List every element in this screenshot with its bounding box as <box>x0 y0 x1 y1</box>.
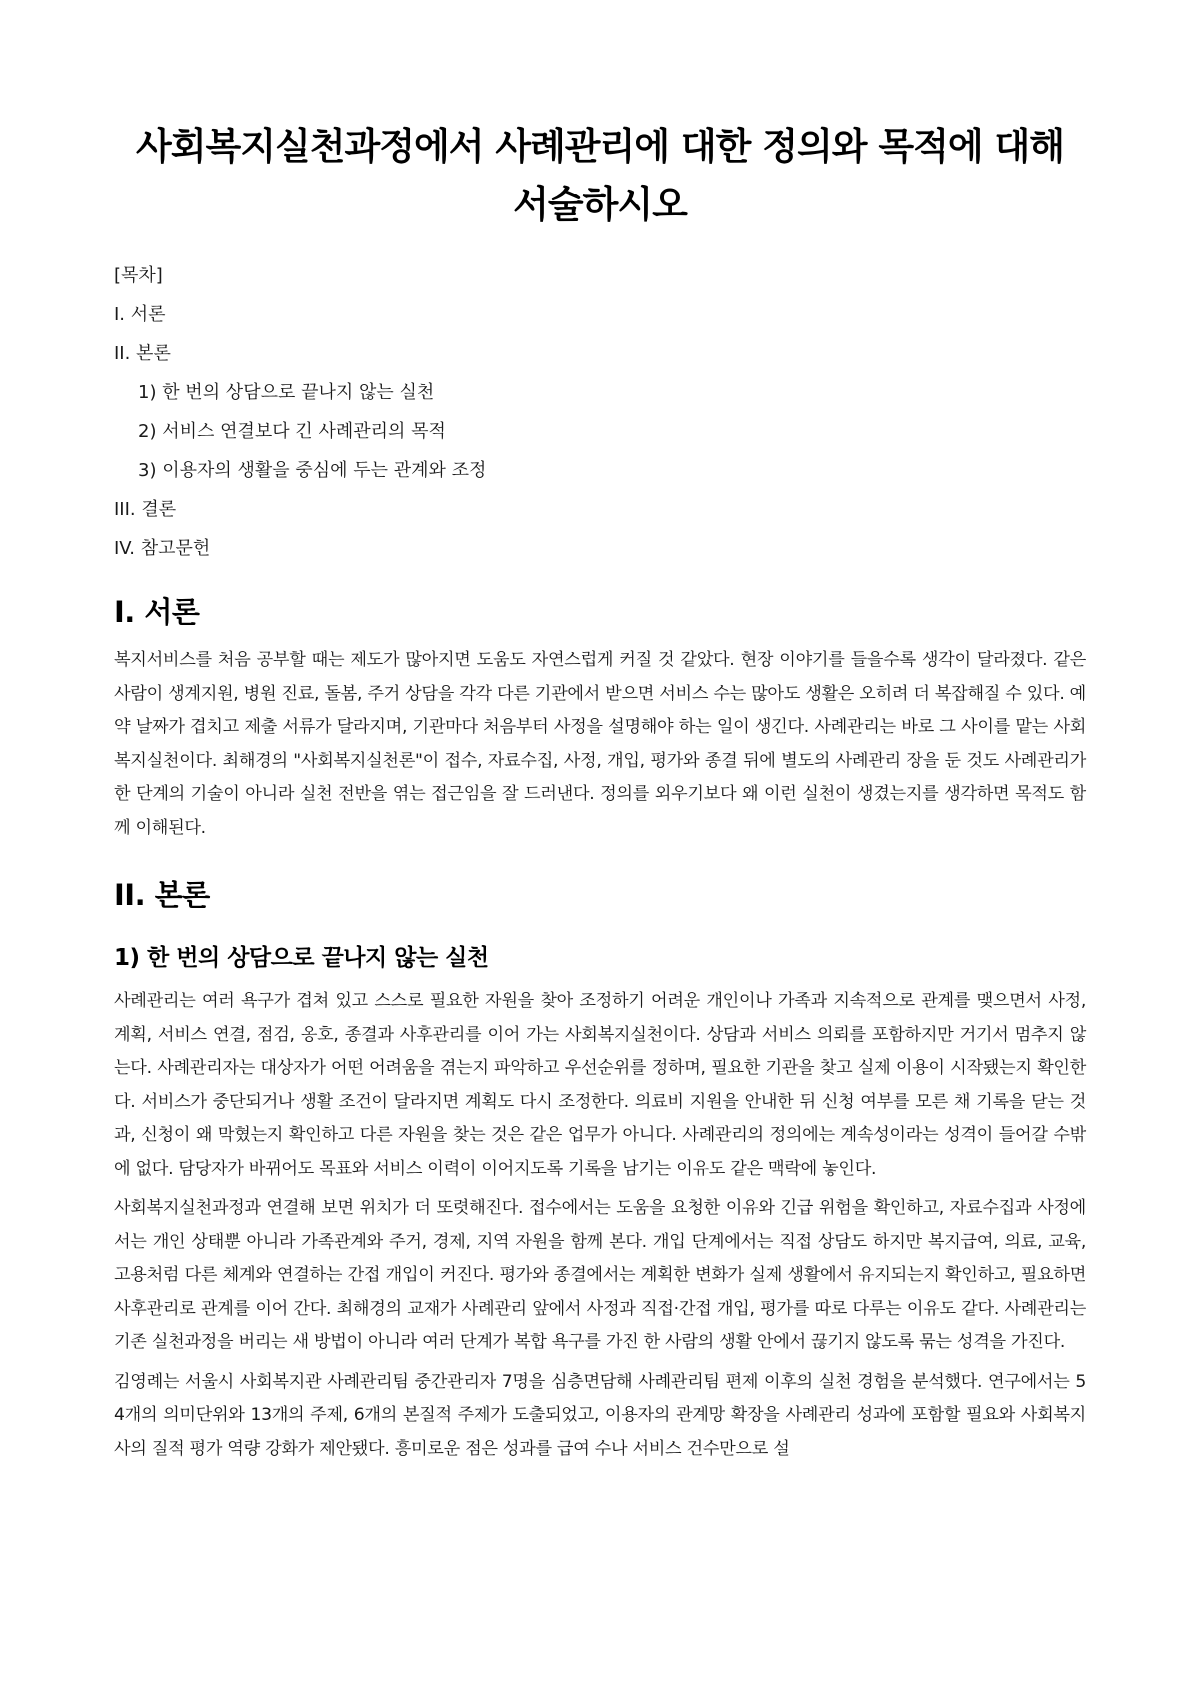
toc-item-body-3: 3) 이용자의 생활을 중심에 두는 관계와 조정 <box>138 460 487 481</box>
toc-item-body-2: 2) 서비스 연결보다 긴 사례관리의 목적 <box>138 421 446 442</box>
body-heading: II. 본론 <box>114 878 210 912</box>
introduction-paragraph: 복지서비스를 처음 공부할 때는 제도가 많아지면 도움도 자연스럽게 커질 것 같았다. 현장 이야기를 들을수록 생각이 달라졌다. 같은 사람이 생계지원, 병원 진료, 돌봄, 주거 상담을 각각 다른 기관에서 받으면 서비스 수는 많아도 생활은 오히려 더 복잡해질 수 있다. 예약 날짜가 겹치고 제출 서류가 달라지며, 기관마다 처음부터 사정을 설명해야 하는 일이 생긴다. 사례관리는 바로 그 사이를 맡는 사회복지실천이다. 최해경의 "사회복지실천론"이 접수, 자료수집, 사정, 개입, 평가와 종결 뒤에 별도의 사례관리 장을 둔 것도 사례관리가 한 단계의 기술이 아니라 실천 전반을 엮는 접근임을 잘 드러낸다. 정의를 외우기보다 왜 이런 실천이 생겼는지를 생각하면 목적도 함께 이해된다. <box>114 650 1086 838</box>
toc-item-body-1: 1) 한 번의 상담으로 끝나지 않는 실천 <box>138 382 435 403</box>
toc-item-references: IV. 참고문헌 <box>114 538 211 559</box>
introduction-heading: I. 서론 <box>114 595 200 629</box>
body-paragraph: 사회복지실천과정과 연결해 보면 위치가 더 또렷해진다. 접수에서는 도움을 요청한 이유와 긴급 위험을 확인하고, 자료수집과 사정에서는 개인 상태뿐 아니라 가족관계와 주거, 경제, 지역 자원을 함께 본다. 개입 단계에서는 직접 상담도 하지만 복지급여, 의료, 교육, 고용처럼 다른 체계와 연결하는 간접 개입이 커진다. 평가와 종결에서는 계획한 변화가 실제 생활에서 유지되는지 확인하고, 필요하면 사후관리로 관계를 이어 간다. 최해경의 교재가 사례관리 앞에서 사정과 직접·간접 개입, 평가를 따로 다루는 이유도 같다. 사례관리는 기존 실천과정을 버리는 새 방법이 아니라 여러 단계가 복합 욕구를 가진 한 사람의 생활 안에서 끊기지 않도록 묶는 성격을 가진다. <box>114 1198 1086 1352</box>
toc-item-body: II. 본론 <box>114 343 171 364</box>
table-of-contents <box>114 256 1086 568</box>
body-paragraph: 사례관리는 여러 욕구가 겹쳐 있고 스스로 필요한 자원을 찾아 조정하기 어려운 개인이나 가족과 지속적으로 관계를 맺으면서 사정, 계획, 서비스 연결, 점검, 옹호, 종결과 사후관리를 이어 가는 사회복지실천이다. 상담과 서비스 의뢰를 포함하지만 거기서 멈추지 않는다. 사례관리자는 대상자가 어떤 어려움을 겪는지 파악하고 우선순위를 정하며, 필요한 기관을 찾고 실제 이용이 시작됐는지 확인한다. 서비스가 중단되거나 생활 조건이 달라지면 계획도 다시 조정한다. 의료비 지원을 안내한 뒤 신청 여부를 모른 채 기록을 닫는 것과, 신청이 왜 막혔는지 확인하고 다른 자원을 찾는 것은 같은 업무가 아니다. 사례관리의 정의에는 계속성이라는 성격이 들어갈 수밖에 없다. 담당자가 바뀌어도 목표와 서비스 이력이 이어지도록 기록을 남기는 이유도 같은 맥락에 놓인다. <box>114 991 1086 1179</box>
introduction-section <box>114 592 1086 845</box>
body-section <box>114 875 1086 1466</box>
toc-item-introduction: I. 서론 <box>114 304 166 325</box>
body-paragraph: 김영례는 서울시 사회복지관 사례관리팀 중간관리자 7명을 심층면담해 사례관리팀 편제 이후의 실천 경험을 분석했다. 연구에서는 54개의 의미단위와 13개의 주제, 6개의 본질적 주제가 도출되었고, 이용자의 관계망 확장을 사례관리 성과에 포함할 필요와 사회복지사의 질적 평가 역량 강화가 제안됐다. 흥미로운 점은 성과를 급여 수나 서비스 건수만으로 설 <box>114 1371 1086 1459</box>
toc-item-conclusion: III. 결론 <box>114 499 177 520</box>
body-subsection-1-heading: 1) 한 번의 상담으로 끝나지 않는 실천 <box>114 945 489 971</box>
toc-label: [목차] <box>114 265 163 286</box>
document-title: 사회복지실천과정에서 사례관리에 대한 정의와 목적에 대해 서술하시오 <box>136 125 1064 226</box>
